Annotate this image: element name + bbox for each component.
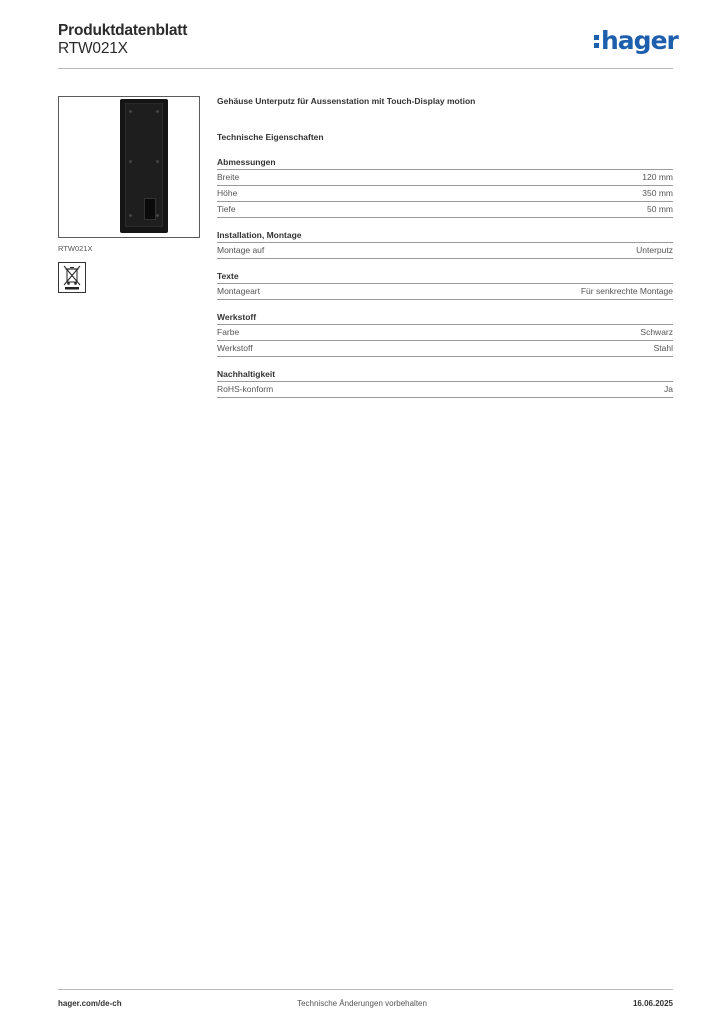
section-title: Technische Eigenschaften: [217, 132, 324, 142]
property-group-installation: [217, 230, 673, 259]
property-row: [217, 243, 673, 259]
property-group-sustainability: [217, 369, 673, 398]
product-details: [217, 96, 673, 398]
property-value: Für senkrechte Montage: [580, 286, 673, 296]
property-value: Schwarz: [640, 327, 673, 337]
product-housing-photo: [120, 99, 168, 233]
property-label: Farbe: [217, 327, 240, 337]
property-value: 350 mm: [642, 188, 673, 198]
property-label: Montageart: [217, 286, 260, 296]
property-value: Stahl: [653, 343, 673, 353]
property-row: [217, 170, 673, 186]
property-label: Montage auf: [217, 245, 265, 255]
logo-colon-icon: [594, 33, 599, 49]
property-value: 50 mm: [647, 204, 673, 214]
product-image-frame: [58, 96, 200, 238]
property-row: [217, 382, 673, 398]
group-heading: Nachhaltigkeit: [217, 369, 673, 382]
group-heading: Abmessungen: [217, 157, 673, 170]
property-value: 120 mm: [642, 172, 673, 182]
property-label: RoHS-konform: [217, 384, 274, 394]
property-row: [217, 202, 673, 218]
property-row: [217, 284, 673, 300]
document-title: Produktdatenblatt: [58, 22, 188, 39]
footer-disclaimer: Technische Änderungen vorbehalten: [297, 999, 427, 1008]
product-code: RTW021X: [58, 40, 128, 57]
group-heading: Werkstoff: [217, 312, 673, 325]
property-label: Breite: [217, 172, 240, 182]
property-label: Werkstoff: [217, 343, 253, 353]
property-value: Unterputz: [636, 245, 673, 255]
group-heading: Texte: [217, 271, 673, 284]
header-divider: [58, 68, 673, 69]
property-group-texts: [217, 271, 673, 300]
group-heading: Installation, Montage: [217, 230, 673, 243]
hager-logo: [594, 26, 678, 55]
footer-date: 16.06.2025: [632, 999, 673, 1008]
crossed-out-wheelie-bin-icon: [58, 262, 86, 293]
property-group-dimensions: [217, 157, 673, 218]
property-group-material: [217, 312, 673, 357]
property-row: [217, 341, 673, 357]
footer-divider: [58, 989, 673, 990]
property-row: [217, 186, 673, 202]
footer-website-link[interactable]: hager.com/de-ch: [58, 999, 122, 1008]
property-value: Ja: [664, 384, 673, 394]
logo-text: hager: [601, 26, 678, 55]
property-row: [217, 325, 673, 341]
product-description: Gehäuse Unterputz für Aussenstation mit Touch-Display motion: [217, 96, 476, 106]
property-label: Tiefe: [217, 204, 236, 214]
product-image-caption: RTW021X: [58, 244, 93, 253]
property-label: Höhe: [217, 188, 238, 198]
